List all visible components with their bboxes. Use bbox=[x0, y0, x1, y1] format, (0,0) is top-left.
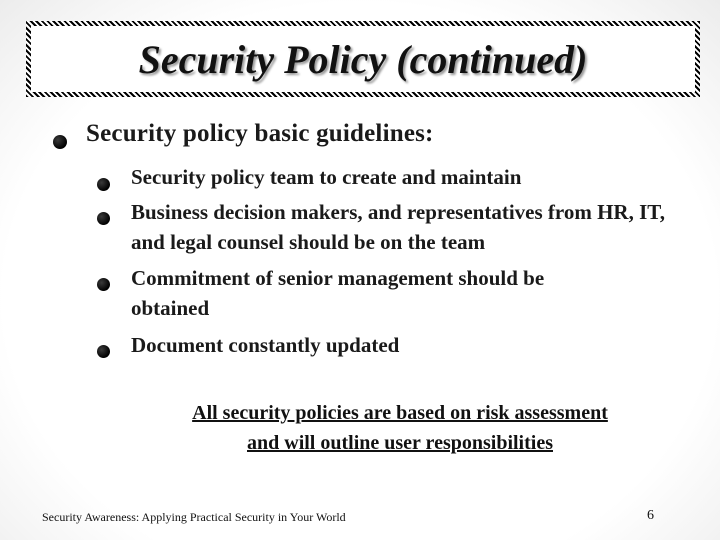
summary-note bbox=[150, 398, 650, 458]
bullet-dot-icon bbox=[97, 178, 110, 191]
sub-bullet: Business decision makers, and representatives from HR, IT, and legal counsel should be on the team bbox=[131, 200, 665, 254]
sub-bullet: Security policy team to create and maintain bbox=[131, 165, 522, 189]
bullet-dot-icon bbox=[53, 135, 67, 149]
bullet-dot-icon bbox=[97, 278, 110, 291]
main-bullet: Security policy basic guidelines: bbox=[86, 120, 434, 147]
sub-bullet: Document constantly updated bbox=[131, 333, 400, 357]
footer-text: Security Awareness: Applying Practical Security in Your World bbox=[42, 510, 346, 524]
bullet-dot-icon bbox=[97, 212, 110, 225]
bullet-dot-icon bbox=[97, 345, 110, 358]
title-box bbox=[26, 21, 700, 97]
summary-note-line: and will outline user responsibilities bbox=[247, 432, 553, 454]
summary-note-line: All security policies are based on risk assessment bbox=[192, 402, 608, 424]
page-number: 6 bbox=[647, 508, 654, 523]
sub-bullet: Commitment of senior management should be obtained bbox=[131, 266, 545, 320]
slide-title: Security Policy (continued) bbox=[138, 36, 588, 82]
